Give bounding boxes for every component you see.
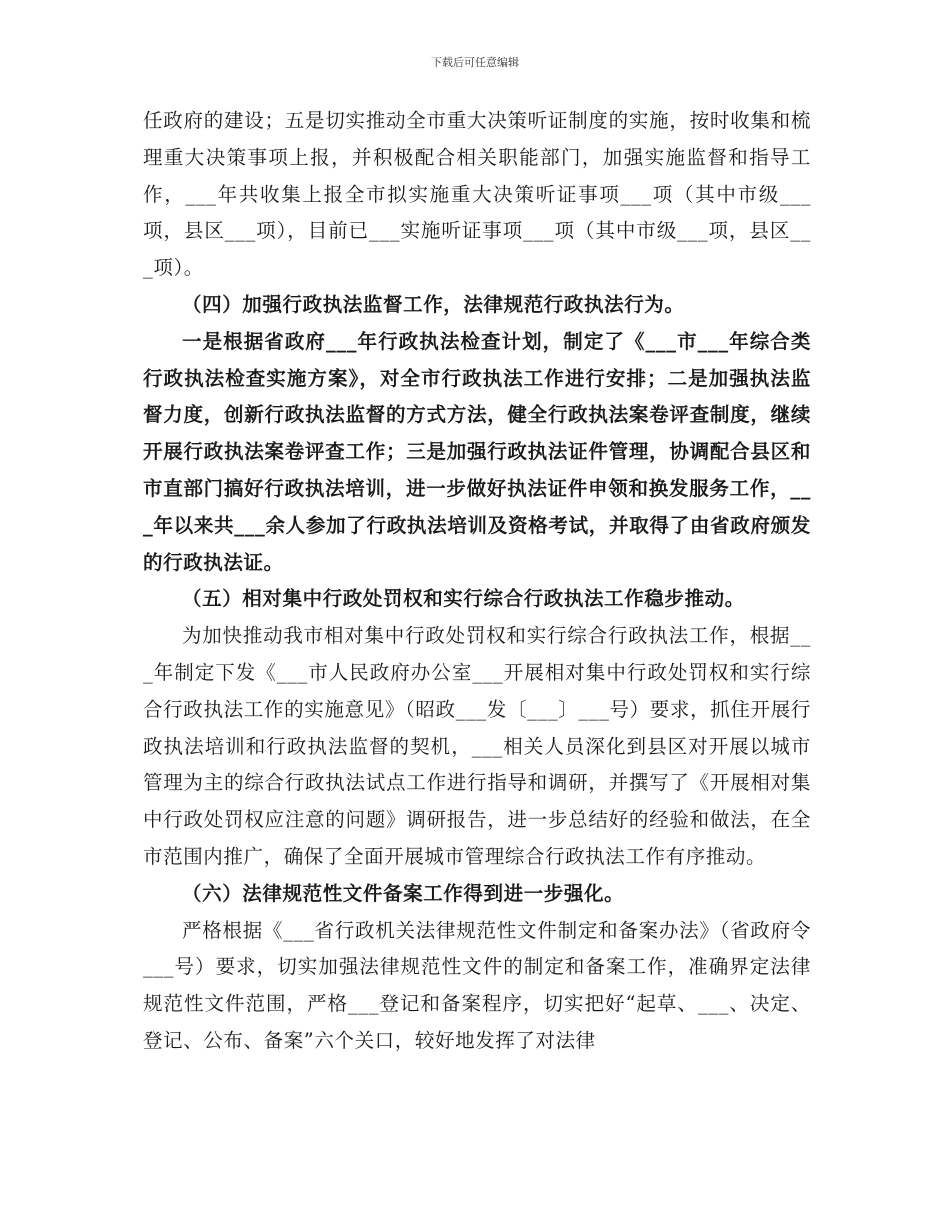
paragraph-section-5: 为加快推动我市相对集中行政处罚权和实行综合行政执法工作，根据___年制定下发《___市人民政府办公室___开展相对集中行政处罚权和实行综合行政执法工作的实施意见》（昭政___发〔___〕___号）要求，抓住开展行政执法培训和行政执法监督的契机，___相关人员深化到县区对开展以城市管理为主的综合行政执法试点工作进行指导和调研，并撰写了《开展相对集中行政处罚权应注意的问题》调研报告，进一步总结好的经验和做法，在全市范围内推广，确保了全面开展城市管理综合行政执法工作有序推动。 — [143, 624, 811, 868]
section-heading-4: （四）加强行政执法监督工作，法律规范行政执法行为。 — [182, 292, 685, 316]
paragraph-section-4: 一是根据省政府___年行政执法检查计划，制定了《___市___年综合类行政执法检查实施方案》，对全市行政执法工作进行安排；二是加强执法监督力度，创新行政执法监督的方式方法，健全行政执法案卷评查制度，继续开展行政执法案卷评查工作；三是加强行政执法证件管理，协调配合县区和市直部门搞好行政执法培训，进一步做好执法证件申领和换发服务工作，___年以来共___余人参加了行政执法培训及资格考试，并取得了由省政府颁发的行政执法证。 — [143, 329, 811, 574]
section-heading-6: （六）法律规范性文件备案工作得到进一步强化。 — [182, 881, 625, 905]
paragraph-section-6: 严格根据《___省行政机关法律规范性文件制定和备案办法》（省政府令___号）要求，切实加强法律规范性文件的制定和备案工作，准确界定法律规范性文件范围，严格___登记和备案程序，切实把好“起草、___、决定、登记、公布、备案”六个关口，较好地发挥了对法律 — [143, 918, 811, 1052]
document-body — [143, 103, 811, 1060]
paragraph-continuation: 任政府的建设；五是切实推动全市重大决策听证制度的实施，按时收集和梳理重大决策事项上报，并积极配合相关职能部门，加强实施监督和指导工作，___年共收集上报全市拟实施重大决策听证事项___项（其中市级___项，县区___项），目前已___实施听证事项___项（其中市级___项，县区___项）。 — [143, 109, 811, 280]
page-header: 下载后可任意编辑 — [431, 56, 519, 69]
section-heading-5: （五）相对集中行政处罚权和实行综合行政执法工作稳步推动。 — [182, 587, 745, 611]
